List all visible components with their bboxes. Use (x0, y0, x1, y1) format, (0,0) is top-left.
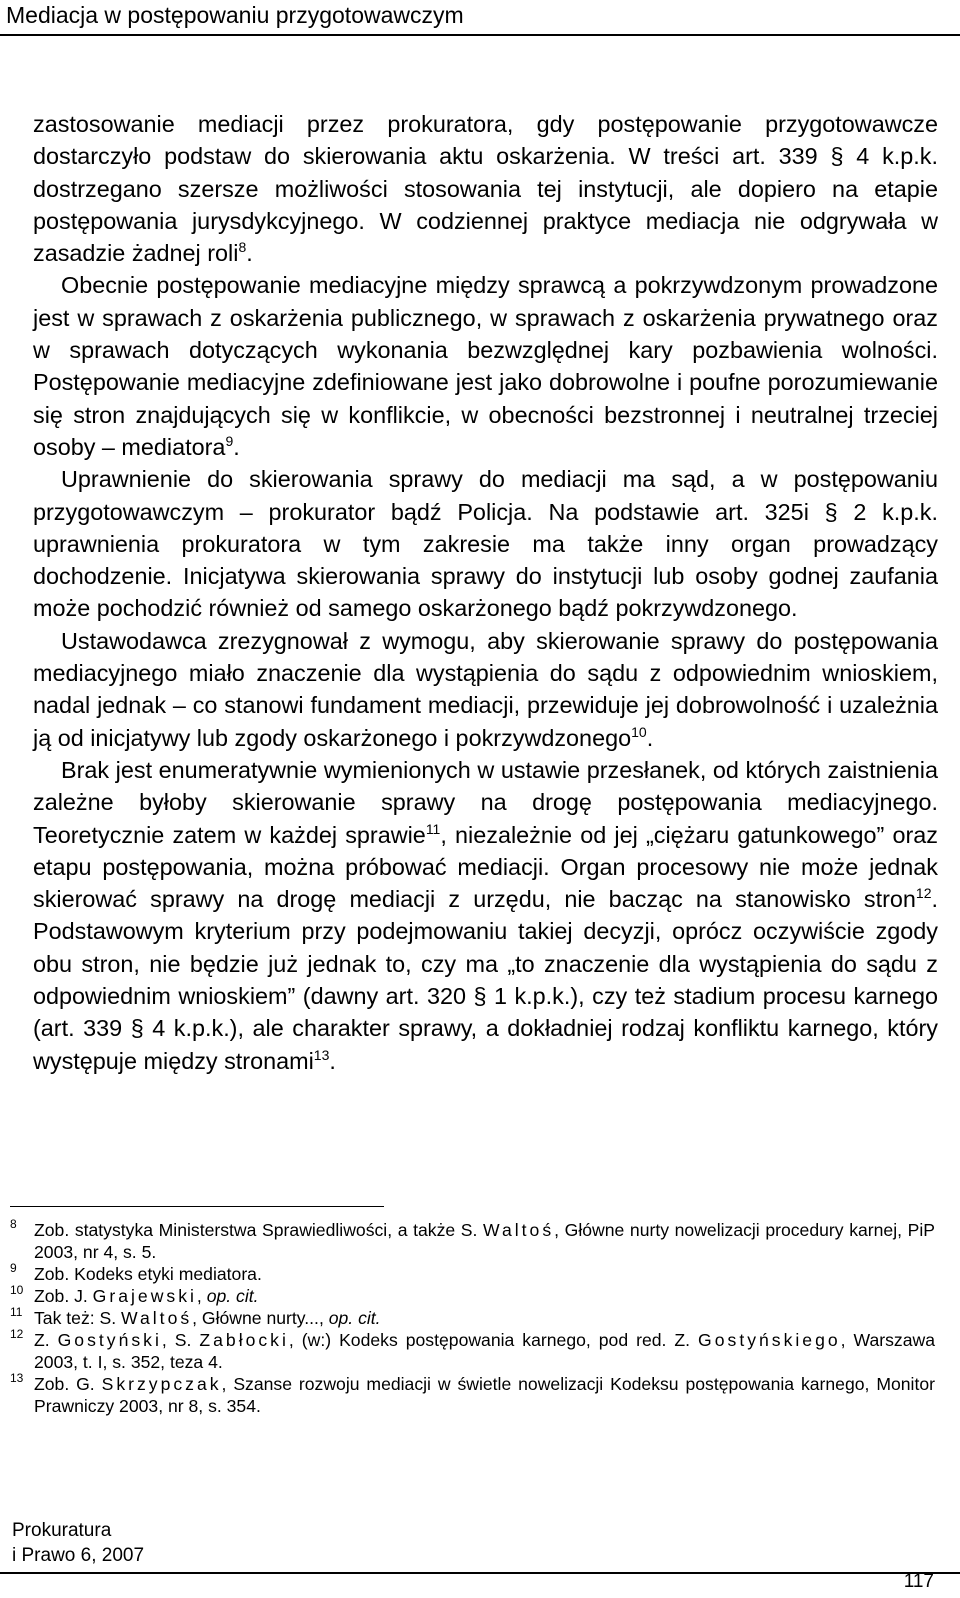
paragraph-1-text: zastosowanie mediacji przez prokuratora, gdy postępowanie przygotowawcze dostarczyło podstaw do skierowania aktu oskarżenia. W treści art. 339 § 4 k.p.k. dostrzegano szersze możliwości stosowania tej instytucji, ale dopiero na etapie postępowania jurysdykcyjnego. W codziennej praktyce mediacja nie odgrywała w zasadzie żadnej roli (33, 111, 938, 267)
footnote-ref-12[interactable]: 12 (915, 885, 932, 902)
footnotes (10, 1219, 935, 1417)
footnote-text: , Szanse rozwoju mediacji w świetle nowelizacji Kodeksu postępowania karnego, Monitor Prawniczy 2003, nr 8, s. 354. (34, 1374, 935, 1416)
paragraph-3 (33, 463, 938, 624)
footer-divider (0, 1572, 960, 1574)
paragraph-1 (33, 108, 938, 269)
footnote-number: 10 (10, 1283, 24, 1297)
paragraph-5-end: . (329, 1047, 336, 1074)
paragraph-5-text-a: Brak jest enumeratywnie wymienionych w ustawie przesłanek, od których zaistnienia zależne byłoby skierowanie sprawy na drogę postępowania mediacyjnego. Teoretycznie zatem w każdej sprawie (33, 756, 938, 848)
journal-issue: i Prawo 6, 2007 (12, 1545, 145, 1566)
footnote-number: 11 (10, 1305, 23, 1319)
running-header-title: Mediacja w postępowaniu przygotowawczym (6, 2, 464, 28)
footnote-9 (10, 1263, 935, 1285)
running-header (0, 0, 960, 38)
paragraph-5 (33, 754, 938, 1077)
footnote-ref-8[interactable]: 8 (238, 239, 247, 256)
page-number: 117 (903, 1571, 934, 1592)
journal-footer (12, 1518, 144, 1568)
footnote-separator (10, 1206, 384, 1207)
footnote-ref-9[interactable]: 9 (225, 432, 234, 449)
author-name: Gostyńskiego (698, 1330, 841, 1350)
paragraph-2-text: Obecnie postępowanie mediacyjne między sprawcą a pokrzywdzonym prowadzone jest w sprawach z oskarżenia publicznego, w sprawach z oskarżenia prywatnego oraz w sprawach dotyczących wykonania bezwzględnej kary pozbawienia wolności. Postępowanie mediacyjne zdefiniowane jest jako dobrowolne i poufne porozumiewanie się stron znajdujących się w konflikcie, w obecności bezstronnej i neutralnej trzeciej osoby – mediatora (33, 272, 938, 460)
author-name: Grajewski (92, 1286, 197, 1306)
footnote-text: Zob. G. (34, 1374, 102, 1394)
footnote-10 (10, 1285, 935, 1307)
paragraph-2 (33, 269, 938, 463)
main-text (33, 108, 938, 1077)
footnote-text: , Główne nurty..., (192, 1308, 329, 1328)
paragraph-3-text: Uprawnienie do skierowania sprawy do mediacji ma sąd, a w postępowaniu przygotowawczym – prokurator bądź Policja. Na podstawie art. 325i § 2 k.p.k. uprawnienia prokuratora w tym zakresie ma także inny organ prowadzący dochodzenie. Inicjatywa skierowania sprawy do instytucji lub osoby godnej zaufania może pochodzić również od samego oskarżonego bądź pokrzywdzonego. (33, 466, 938, 622)
author-name: Zabłocki (199, 1330, 289, 1350)
footnote-text: , (196, 1286, 207, 1306)
paragraph-4 (33, 625, 938, 754)
author-name: Skrzypczak (101, 1374, 222, 1394)
footnote-text: Zob. Kodeks etyki mediatora. (34, 1264, 262, 1284)
paragraph-1-end: . (246, 240, 253, 267)
paragraph-4-end: . (646, 724, 654, 751)
footnote-number: 8 (10, 1217, 17, 1231)
paragraph-5-text-c: . Podstawowym kryterium przy podejmowaniu takiej decyzji, oprócz oczywiście zgody obu stron, nie będzie już jednak to, czy ma „to znaczenie dla wystąpienia do sądu z odpowiednim wnioskiem” (dawny art. 320 § 1 k.p.k.), czy też stadium procesu karnego (art. 339 § 4 k.p.k.), ale charakter sprawy, a dokładniej rodzaj konfliktu karnego, który występuje między stronami (33, 886, 938, 1074)
footnote-13 (10, 1373, 935, 1417)
footnote-text: Z. (34, 1330, 58, 1350)
footnote-text: , Warszawa 2003, t. I, s. 352, teza 4. (34, 1330, 935, 1372)
paragraph-4-text: Ustawodawca zrezygnował z wymogu, aby skierowanie sprawy do postępowania mediacyjnego miało znaczenie dla wystąpienia do sądu z odpowiednim wnioskiem, nadal jednak – co stanowi fundament mediacji, przewiduje jej dobrowolność i uzależnia ją od inicjatywy lub zgody oskarżonego i pokrzywdzonego (33, 627, 938, 751)
author-name: Waltoś (483, 1220, 555, 1240)
header-divider (0, 34, 960, 36)
author-name: Waltoś (121, 1308, 193, 1328)
footnote-number: 12 (10, 1327, 24, 1341)
footnote-text: , Główne nurty nowelizacji procedury karnej, PiP 2003, nr 4, s. 5. (34, 1220, 935, 1262)
footnote-text: Zob. statystyka Ministerstwa Sprawiedliwości, a także S. (34, 1220, 484, 1240)
author-name: Gostyński (57, 1330, 162, 1350)
footnote-ref-11[interactable]: 11 (425, 820, 441, 837)
footnote-8 (10, 1219, 935, 1263)
footnote-text: Tak też: S. (34, 1308, 122, 1328)
footnote-text: , (w:) Kodeks postępowania karnego, pod red. Z. (288, 1330, 699, 1350)
footnote-ref-13[interactable]: 13 (313, 1046, 330, 1063)
citation-abbrev: op. cit. (206, 1286, 259, 1306)
footnote-12 (10, 1329, 935, 1373)
journal-name: Prokuratura (12, 1520, 112, 1541)
paragraph-2-end: . (233, 433, 240, 460)
footnote-text: , S. (161, 1330, 200, 1350)
footnote-number: 13 (10, 1371, 24, 1385)
footnote-11 (10, 1307, 935, 1329)
footnote-number: 9 (10, 1261, 17, 1275)
footnote-ref-10[interactable]: 10 (631, 723, 647, 740)
paragraph-5-text-b: , niezależnie od jej „ciężaru gatunkowego” oraz etapu postępowania, można próbować mediacji. Organ procesowy nie może jednak skierować sprawy na drogę mediacji z urzędu, nie bacząc na stanowisko stron (33, 821, 938, 913)
footnote-text: Zob. J. (34, 1286, 93, 1306)
citation-abbrev: op. cit. (328, 1308, 381, 1328)
